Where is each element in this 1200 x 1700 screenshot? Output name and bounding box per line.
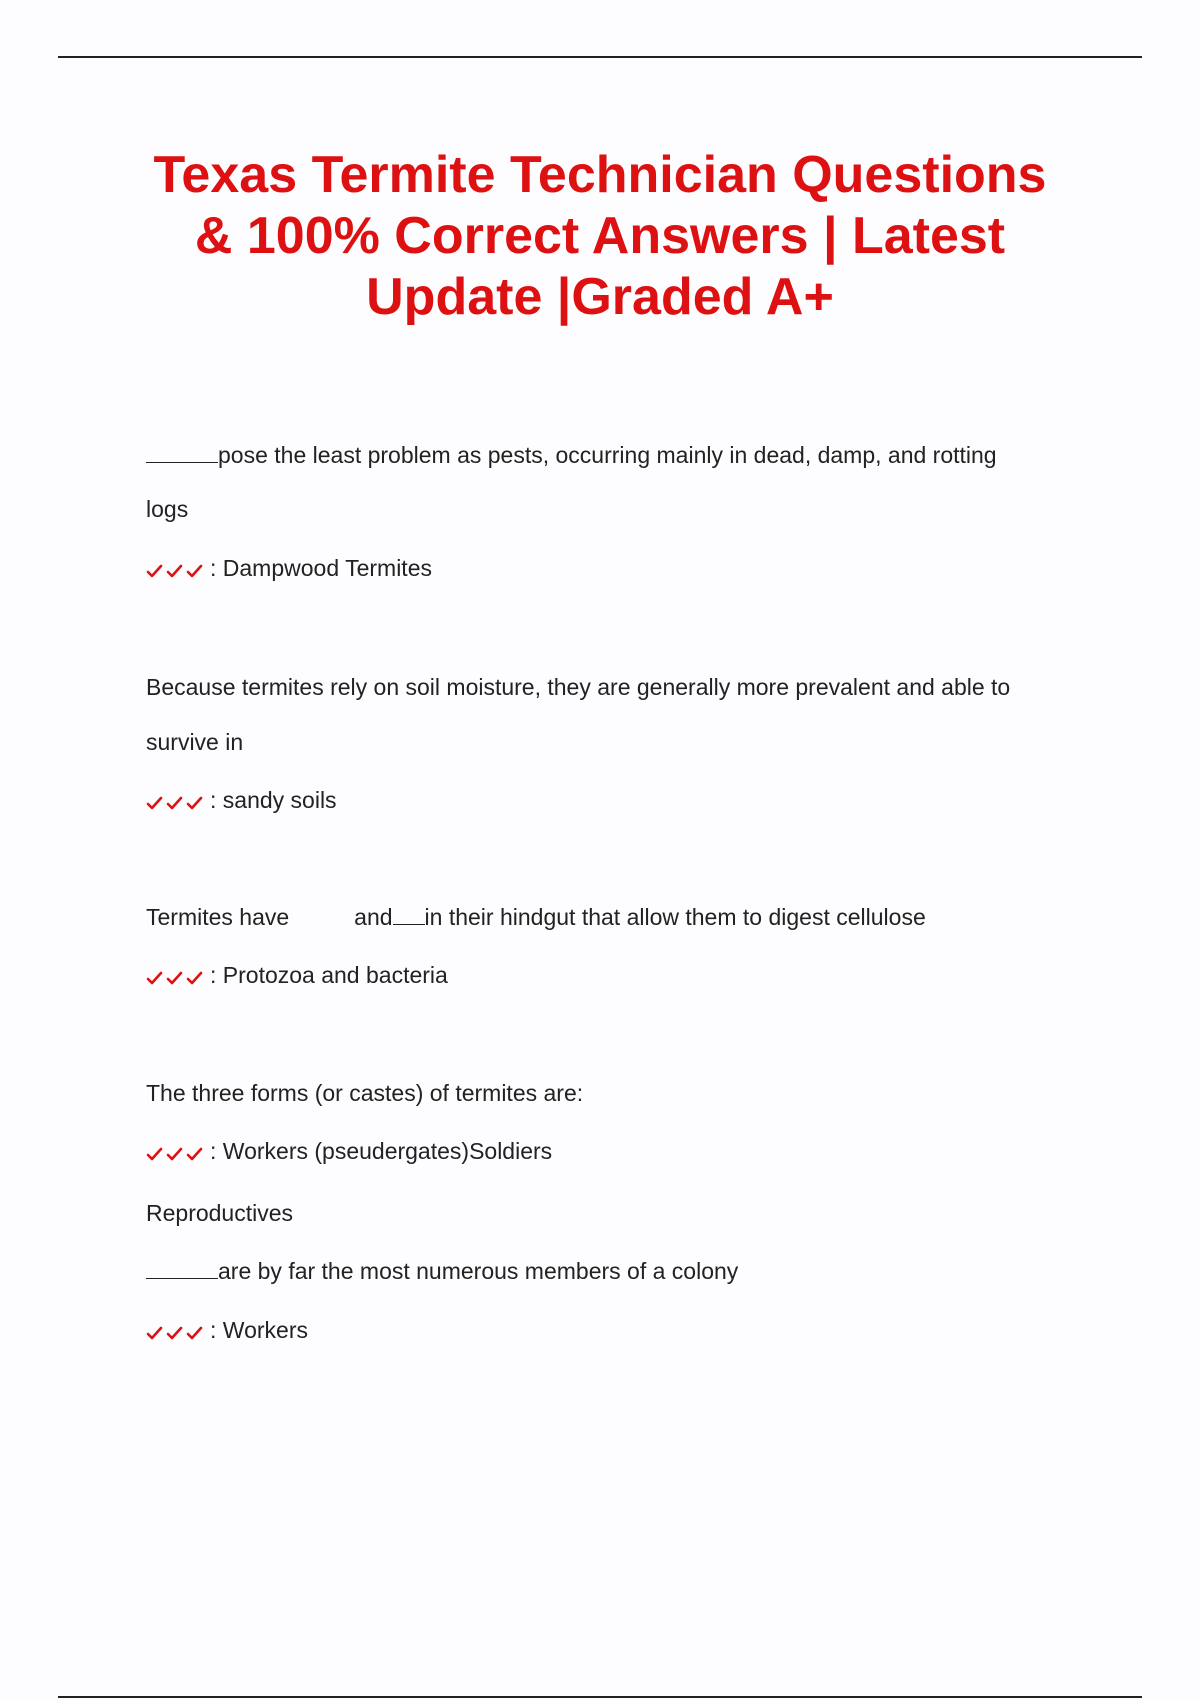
answer-separator: :	[210, 787, 223, 813]
checkmark-glyph	[166, 796, 184, 810]
question-text: The three forms (or castes) of termites are:	[146, 1080, 584, 1106]
checkmark-glyph	[146, 1147, 164, 1161]
question-text: are by far the most numerous members of a colony	[218, 1258, 739, 1284]
answer-1	[146, 553, 432, 584]
question-text: logs	[146, 496, 189, 522]
checkmark-glyph	[166, 1326, 184, 1340]
checkmark-glyph	[186, 1147, 204, 1161]
checkmark-icon	[146, 1316, 206, 1346]
document-title	[100, 145, 1100, 328]
question-text: in their hindgut that allow them to digest cellulose	[424, 904, 926, 930]
header-rule	[58, 56, 1142, 58]
answer-blank	[393, 904, 425, 925]
answer-blank	[146, 442, 218, 463]
checkmark-glyph	[166, 564, 184, 578]
question-1-continued	[146, 494, 188, 524]
answer-text: Dampwood Termites	[222, 555, 432, 581]
answer-4-continued	[146, 1198, 293, 1228]
checkmark-glyph	[146, 796, 164, 810]
answer-text: Reproductives	[146, 1200, 294, 1226]
title-line: & 100% Correct Answers | Latest	[194, 207, 1006, 265]
checkmark-glyph	[186, 564, 204, 578]
answer-separator: :	[210, 1317, 223, 1343]
question-text: survive in	[146, 729, 244, 755]
footer-rule	[58, 1696, 1142, 1698]
title-line: Update |Graded A+	[366, 268, 834, 326]
question-4	[146, 1078, 583, 1108]
checkmark-glyph	[186, 1326, 204, 1340]
question-text: and	[354, 904, 393, 930]
answer-blank	[146, 1258, 218, 1279]
question-text: Termites have	[146, 904, 290, 930]
answer-4	[146, 1136, 552, 1167]
question-2-continued	[146, 727, 243, 757]
title-line: Texas Termite Technician Questions	[153, 146, 1047, 204]
checkmark-glyph	[146, 971, 164, 985]
answer-3	[146, 960, 448, 991]
answer-separator: :	[210, 1138, 223, 1164]
question-2	[146, 672, 1010, 702]
question-text: pose the least problem as pests, occurring mainly in dead, damp, and rotting	[218, 442, 997, 468]
question-text: Because termites rely on soil moisture, they are generally more prevalent and able to	[146, 674, 1011, 700]
answer-text: Workers (pseudergates)Soldiers	[222, 1138, 553, 1164]
checkmark-glyph	[166, 971, 184, 985]
question-1	[146, 440, 997, 470]
question-5	[146, 1256, 738, 1286]
checkmark-glyph	[186, 796, 204, 810]
answer-text: Workers	[222, 1317, 308, 1343]
answer-separator: :	[210, 962, 223, 988]
checkmark-glyph	[166, 1147, 184, 1161]
answer-text: Protozoa and bacteria	[222, 962, 448, 988]
answer-text: sandy soils	[222, 787, 337, 813]
checkmark-glyph	[146, 1326, 164, 1340]
checkmark-icon	[146, 961, 206, 991]
checkmark-icon	[146, 554, 206, 584]
checkmark-glyph	[146, 564, 164, 578]
checkmark-icon	[146, 786, 206, 816]
answer-5	[146, 1315, 308, 1346]
answer-2	[146, 785, 337, 816]
checkmark-icon	[146, 1137, 206, 1167]
question-3	[146, 902, 926, 932]
answer-separator: :	[210, 555, 223, 581]
checkmark-glyph	[186, 971, 204, 985]
